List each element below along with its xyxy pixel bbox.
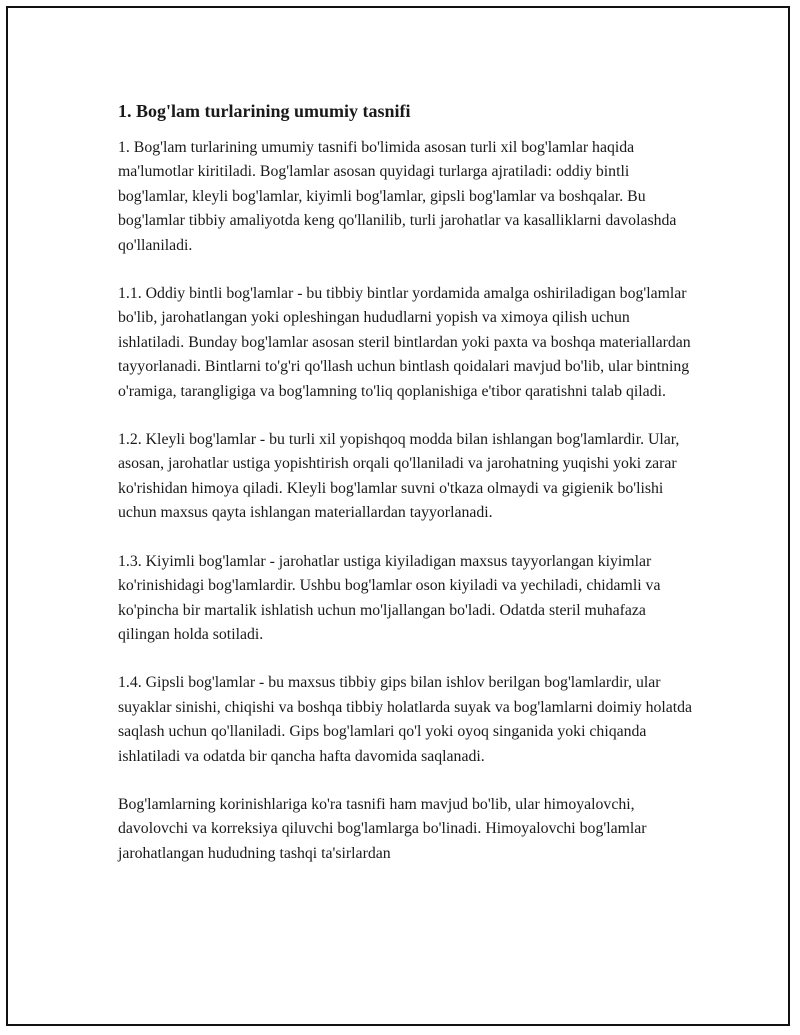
- paragraph-bintli: 1.1. Oddiy bintli bog'lamlar - bu tibbiy bintlar yordamida amalga oshiriladigan bog'lamlar bo'lib, jarohatlangan yoki opleshingan hududlarni yopish va ximoya qilish uchun ishlatiladi. Bunday bog'lamlar asosan steril bintlardan yoki paxta va boshqa materiallardan tayyorlanadi. Bintlarni to'g'ri qo'llash uchun bintlash qoidalari mavjud bo'lib, ular bintning o'ramiga, tarangligiga va bog'lamning to'liq qoplanishiga e'tibor qaratishni talab qiladi.: [118, 285, 691, 400]
- paragraph-kleyli: 1.2. Kleyli bog'lamlar - bu turli xil yopishqoq modda bilan ishlangan bog'lamlardir. Ular, asosan, jarohatlar ustiga yopishtirish orqali qo'llaniladi va jarohatning yuqishi yoki zarar ko'rishidan himoya qiladi. Kleyli bog'lamlar suvni o'tkaza olmaydi va gigienik bo'lishi uchun maxsus qayta ishlangan materiallardan tayyorlanadi.: [118, 431, 680, 522]
- document-page: [6, 6, 790, 1026]
- paragraph-kiyimli: 1.3. Kiyimli bog'lamlar - jarohatlar ustiga kiyiladigan maxsus tayyorlangan kiyimlar ko'rinishidagi bog'lamlardir. Ushbu bog'lamlar oson kiyiladi va yechiladi, chidamli va ko'pincha bir martalik ishlatish uchun mo'ljallangan bo'ladi. Odatda steril muhafaza qilingan holda sotiladi.: [118, 552, 661, 643]
- document-body: [118, 100, 698, 890]
- paragraph-classification: Bog'lamlarning korinishlariga ko'ra tasnifi ham mavjud bo'lib, ular himoyalovchi, davolovchi va korreksiya qiluvchi bog'lamlarga bo'linadi. Himoyalovchi bog'lamlar jarohatlangan hududning tashqi ta'sirlardan: [118, 795, 647, 862]
- section-heading: 1. Bog'lam turlarining umumiy tasnifi: [118, 101, 411, 121]
- paragraph-gipsli: 1.4. Gipsli bog'lamlar - bu maxsus tibbiy gips bilan ishlov berilgan bog'lamlardir, ular suyaklar sinishi, chiqishi va boshqa tibbiy holatlarda suyak va bog'lamlarni doimiy holatda saqlash uchun qo'llaniladi. Gips bog'lamlari qo'l yoki oyoq singanida yoki chiqanda ishlatiladi va odatda bir qancha hafta davomida saqlanadi.: [118, 674, 693, 765]
- paragraph-intro: 1. Bog'lam turlarining umumiy tasnifi bo'limida asosan turli xil bog'lamlar haqida ma'lumotlar kiritiladi. Bog'lamlar asosan quyidagi turlarga ajratiladi: oddiy bintli bog'lamlar, kleyli bog'lamlar, kiyimli bog'lamlar, gipsli bog'lamlar va boshqalar. Bu bog'lamlar tibbiy amaliyotda keng qo'llanilib, turli jarohatlar va kasalliklarni davolashda qo'llaniladi.: [118, 139, 677, 254]
